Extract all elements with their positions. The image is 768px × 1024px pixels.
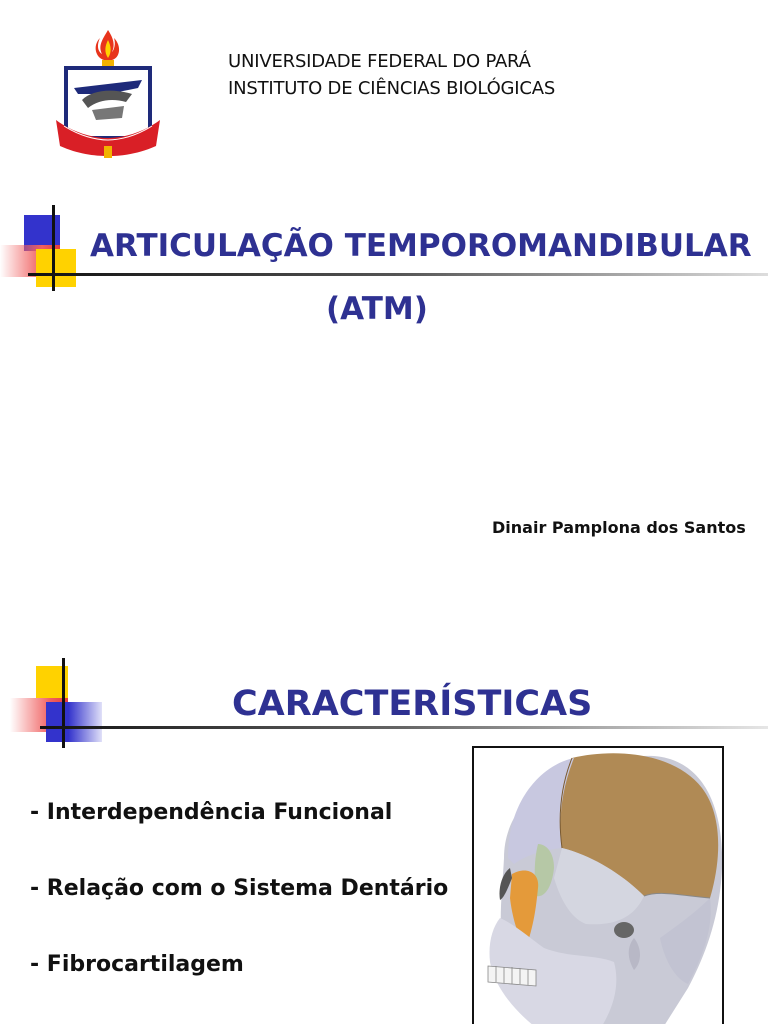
bullet-item: - Interdependência Funcional <box>30 800 393 825</box>
bullet-item: - Fibrocartilagem <box>30 952 244 977</box>
ufpa-logo <box>52 28 164 162</box>
skull-lateral-illustration <box>472 746 724 1024</box>
slide1-subtitle: (ATM) <box>326 291 428 327</box>
author-name: Dinair Pamplona dos Santos <box>492 518 746 537</box>
university-name: UNIVERSIDADE FEDERAL DO PARÁ <box>228 51 531 72</box>
bullet-item: - Relação com o Sistema Dentário <box>30 876 449 901</box>
slide2-title: CARACTERÍSTICAS <box>232 684 593 724</box>
slide1-title: ARTICULAÇÃO TEMPOROMANDIBULAR <box>90 228 752 264</box>
institute-name: INSTITUTO DE CIÊNCIAS BIOLÓGICAS <box>228 78 556 99</box>
